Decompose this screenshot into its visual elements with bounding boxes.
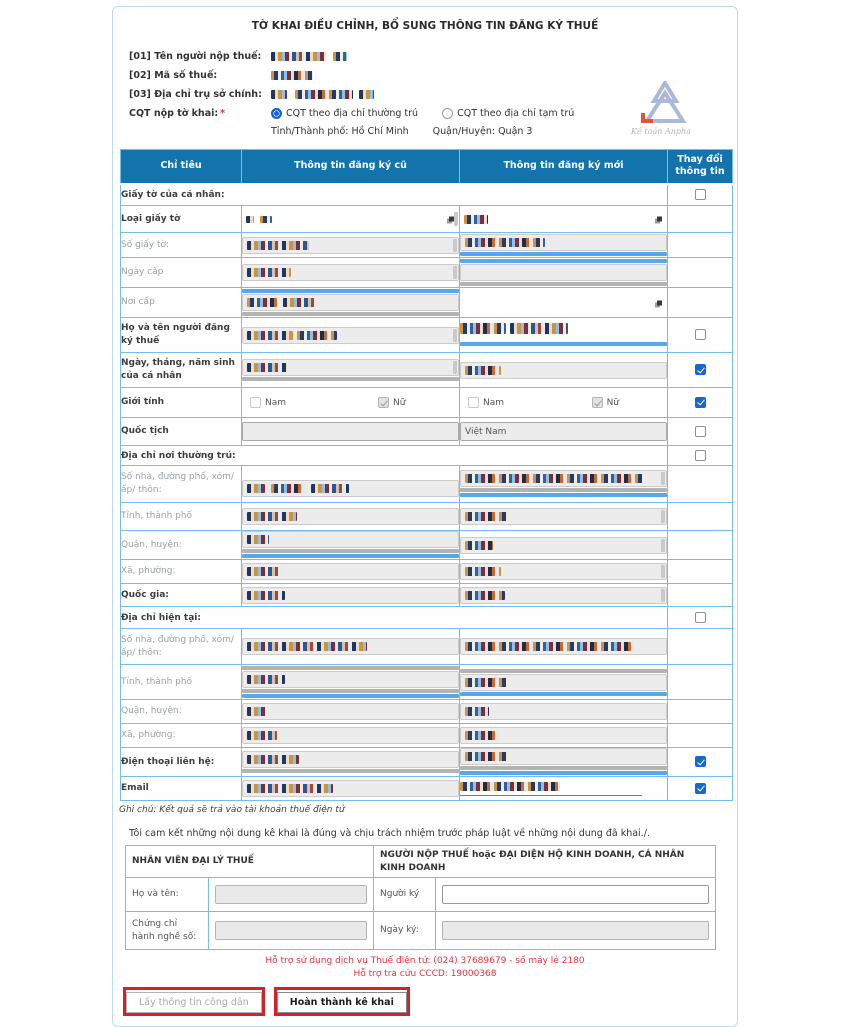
taxpayer-name-row: [129, 50, 737, 63]
cqt-label: CQT nộp tờ khai: *: [129, 108, 226, 119]
row-perm-country: [121, 584, 733, 607]
action-buttons: [123, 987, 737, 1016]
change-current-address-checkbox[interactable]: [695, 612, 706, 623]
row-label: Số giấy tờ:: [121, 233, 242, 258]
horizontal-scrollbar[interactable]: [460, 488, 667, 492]
section-row-current-address: [121, 607, 733, 629]
old-perm-province-input[interactable]: [242, 508, 459, 525]
horizontal-scrollbar[interactable]: [460, 766, 667, 770]
row-label: Tỉnh, thành phố: [121, 503, 242, 531]
row-label: Xã, phường:: [121, 724, 242, 748]
row-perm-street: [121, 466, 733, 503]
new-cur-province-input[interactable]: [460, 674, 667, 691]
dropdown-arrow-icon: [449, 217, 454, 222]
section-row-personal-docs: [121, 184, 733, 206]
new-perm-country-input[interactable]: [460, 587, 667, 604]
highlight-box: [123, 987, 265, 1016]
horizontal-scrollbar[interactable]: [242, 289, 459, 293]
col-header-criteria: Chỉ tiêu: [121, 150, 242, 184]
row-issue-place: [121, 288, 733, 318]
new-cur-district-input[interactable]: [460, 703, 667, 720]
horizontal-scrollbar[interactable]: [460, 252, 667, 256]
horizontal-scrollbar[interactable]: [242, 312, 459, 316]
cqt-permanent-radio-label: CQT theo địa chỉ thường trú: [286, 108, 419, 119]
row-perm-province: [121, 503, 733, 531]
change-email-checkbox[interactable]: [695, 783, 706, 794]
row-label: Nơi cấp: [121, 288, 242, 318]
section-label: Địa chỉ hiện tại:: [121, 607, 668, 629]
row-label: Quốc tịch: [121, 418, 242, 446]
registration-info-table: [120, 149, 733, 801]
row-label: Số nhà, đường phố, xóm/ ấp/ thôn:: [121, 629, 242, 665]
col-header-new-info: Thông tin đăng ký mới: [460, 150, 668, 184]
row-label: Họ và tên người đăng ký thuế: [121, 318, 242, 353]
row-doc-number: [121, 233, 733, 258]
horizontal-scrollbar[interactable]: [242, 666, 459, 670]
row-label: Số nhà, đường phố, xóm/ ấp/ thôn:: [121, 466, 242, 503]
old-nationality-input[interactable]: [242, 422, 459, 441]
practice-certificate-label: Chứng chỉ hành nghề số:: [126, 912, 209, 950]
commitment-statement: Tôi cam kết những nội dung kê khai là đúng và chịu trách nhiệm trước pháp luật về những nội dung đã khai./.: [129, 828, 650, 839]
gender-female-label: Nữ: [606, 397, 619, 408]
new-issue-place-select[interactable]: [460, 294, 667, 312]
row-cur-district: [121, 700, 733, 724]
new-phone-input[interactable]: [460, 748, 667, 765]
row-nationality: [121, 418, 733, 446]
row-cur-street: [121, 629, 733, 665]
change-gender-checkbox[interactable]: [695, 397, 706, 408]
row-birthdate: [121, 353, 733, 388]
cqt-permanent-radio[interactable]: [271, 108, 282, 119]
horizontal-scrollbar[interactable]: [460, 259, 667, 263]
row-gender: [121, 388, 733, 418]
agent-name-input[interactable]: [215, 885, 367, 904]
row-label: Loại giấy tờ: [121, 206, 242, 233]
highlight-box: [274, 987, 410, 1016]
dropdown-arrow-icon: [657, 300, 662, 305]
required-asterisk: *: [220, 108, 226, 119]
new-perm-street-input[interactable]: [460, 470, 667, 487]
sign-date-input[interactable]: [442, 921, 709, 940]
logo-script-text: Kế toán Anpha: [631, 127, 691, 136]
new-email-input[interactable]: [460, 782, 642, 796]
horizontal-scrollbar[interactable]: [460, 282, 667, 286]
gender-male-new-checkbox[interactable]: [468, 397, 479, 408]
row-label: Ngày cấp: [121, 258, 242, 288]
old-doc-number-input[interactable]: [242, 237, 459, 254]
row-fullname: [121, 318, 733, 353]
section-label: Địa chỉ nơi thường trú:: [121, 446, 668, 466]
change-birthdate-checkbox[interactable]: [695, 364, 706, 375]
tax-code-value-redacted: [271, 70, 313, 81]
new-cur-street-input[interactable]: [460, 638, 667, 655]
old-perm-country-input[interactable]: [242, 587, 459, 604]
taxpayer-name-value-redacted: [271, 51, 347, 62]
old-fullname-input[interactable]: [242, 327, 459, 344]
agent-staff-header: NHÂN VIÊN ĐẠI LÝ THUẾ: [126, 846, 374, 878]
anpha-logo-icon: [635, 81, 687, 125]
section-row-permanent-address: [121, 446, 733, 466]
new-perm-ward-input[interactable]: [460, 563, 667, 580]
signer-label: Người ký: [374, 878, 436, 912]
old-birthdate-input[interactable]: [242, 359, 459, 376]
gender-female-old-checkbox[interactable]: [378, 397, 389, 408]
horizontal-scrollbar[interactable]: [242, 377, 459, 381]
old-perm-district-input[interactable]: [242, 531, 459, 548]
row-perm-district: [121, 531, 733, 560]
horizontal-scrollbar[interactable]: [242, 689, 459, 693]
row-cur-ward: [121, 724, 733, 748]
province-text: Tỉnh/Thành phố: Hồ Chí Minh: [271, 126, 409, 137]
row-doc-type: [121, 206, 733, 233]
horizontal-scrollbar[interactable]: [460, 692, 667, 696]
old-perm-street-input[interactable]: [242, 480, 459, 497]
new-issue-date-input[interactable]: [460, 264, 667, 281]
gender-male-label: Nam: [265, 397, 287, 408]
sign-date-label: Ngày ký:: [374, 912, 436, 950]
old-cur-street-input[interactable]: [242, 638, 459, 655]
row-label: Xã, phường:: [121, 560, 242, 584]
cqt-temporary-radio[interactable]: [442, 108, 453, 119]
change-personal-docs-checkbox[interactable]: [695, 189, 706, 200]
row-email: [121, 777, 733, 801]
result-note: Ghi chú: Kết quả sẽ trả vào tài khoản thuế điện tử: [119, 805, 345, 815]
gender-female-label: Nữ: [392, 397, 406, 408]
practice-certificate-input[interactable]: [215, 921, 367, 940]
old-cur-district-input[interactable]: [242, 703, 459, 720]
new-perm-province-input[interactable]: [460, 508, 667, 525]
old-doc-type-select[interactable]: [242, 211, 459, 227]
gender-female-new-checkbox[interactable]: [592, 397, 603, 408]
old-issue-date-input[interactable]: [242, 264, 459, 281]
change-fullname-checkbox[interactable]: [695, 329, 706, 340]
signer-input[interactable]: [442, 885, 709, 904]
new-cur-ward-input[interactable]: [460, 727, 667, 744]
agent-name-label: Họ và tên:: [126, 878, 209, 912]
horizontal-scrollbar[interactable]: [242, 769, 459, 773]
old-cur-ward-input[interactable]: [242, 727, 459, 744]
row-label: Ngày, tháng, năm sinh của cá nhân: [121, 353, 242, 388]
change-nationality-checkbox[interactable]: [695, 426, 706, 437]
section-label: Giấy tờ của cá nhân:: [121, 184, 668, 206]
row-issue-date: [121, 258, 733, 288]
new-nationality-input[interactable]: Việt Nam: [460, 422, 667, 441]
new-birthdate-input[interactable]: [460, 362, 667, 379]
new-doc-type-select[interactable]: [460, 211, 667, 227]
old-email-input[interactable]: [242, 780, 459, 797]
row-label: Quận, huyện:: [121, 700, 242, 724]
horizontal-scrollbar[interactable]: [460, 493, 667, 497]
row-cur-province: [121, 665, 733, 700]
head-office-address-value-redacted: [271, 89, 374, 100]
page-title: TỜ KHAI ĐIỀU CHỈNH, BỔ SUNG THÔNG TIN ĐĂNG KÝ THUẾ: [251, 20, 599, 32]
row-phone: [121, 748, 733, 777]
anpha-logo: [615, 81, 707, 136]
new-fullname-value[interactable]: [460, 323, 667, 334]
taxpayer-name-label: [01] Tên người nộp thuế:: [129, 51, 262, 62]
row-label: Quốc gia:: [121, 584, 242, 607]
col-header-change: Thay đổi thông tin: [668, 150, 733, 184]
gender-male-label: Nam: [483, 397, 505, 408]
get-citizen-info-button[interactable]: Lấy thông tin công dân: [126, 992, 262, 1013]
change-perm-address-checkbox[interactable]: [695, 450, 706, 461]
col-header-old-info: Thông tin đăng ký cũ: [242, 150, 460, 184]
horizontal-scrollbar[interactable]: [242, 549, 459, 553]
cqt-temporary-radio-label: CQT theo địa chỉ tạm trú: [457, 108, 575, 119]
row-label: Quận, huyện:: [121, 531, 242, 560]
complete-declaration-button[interactable]: Hoàn thành kê khai: [277, 992, 407, 1013]
horizontal-scrollbar[interactable]: [242, 694, 459, 698]
support-etax-line: Hỗ trợ sử dụng dịch vụ Thuế điện tử: (024) 37689679 - số máy lẻ 2180: [265, 956, 585, 967]
row-label: Email: [121, 777, 242, 801]
taxpayer-header: NGƯỜI NỘP THUẾ hoặc ĐẠI DIỆN HỘ KINH DOANH, CÁ NHÂN KINH DOANH: [374, 846, 716, 878]
district-text: Quận/Huyện: Quận 3: [432, 126, 533, 137]
head-office-address-label: [03] Địa chỉ trụ sở chính:: [129, 89, 262, 100]
horizontal-scrollbar[interactable]: [460, 771, 667, 775]
horizontal-scrollbar[interactable]: [242, 554, 459, 558]
old-perm-ward-input[interactable]: [242, 563, 459, 580]
new-doc-number-input[interactable]: [460, 234, 667, 251]
old-cur-province-input[interactable]: [242, 671, 459, 688]
signature-table: [125, 845, 716, 950]
old-phone-input[interactable]: [242, 751, 459, 768]
tax-declaration-form: [112, 6, 738, 1027]
support-cccd-line: Hỗ trợ tra cứu CCCD: 19000368: [353, 969, 497, 980]
horizontal-scrollbar[interactable]: [460, 669, 667, 673]
change-phone-checkbox[interactable]: [695, 756, 706, 767]
row-perm-ward: [121, 560, 733, 584]
tax-code-label: [02] Mã số thuế:: [129, 70, 218, 81]
row-label: Tỉnh, thành phố: [121, 665, 242, 700]
horizontal-scrollbar[interactable]: [460, 342, 667, 346]
new-perm-district-input[interactable]: [460, 537, 667, 554]
row-label: Giới tính: [121, 388, 242, 418]
old-issue-place-input[interactable]: [242, 294, 459, 311]
gender-male-old-checkbox[interactable]: [250, 397, 261, 408]
row-label: Điện thoại liên hệ:: [121, 748, 242, 777]
dropdown-arrow-icon: [657, 217, 662, 222]
